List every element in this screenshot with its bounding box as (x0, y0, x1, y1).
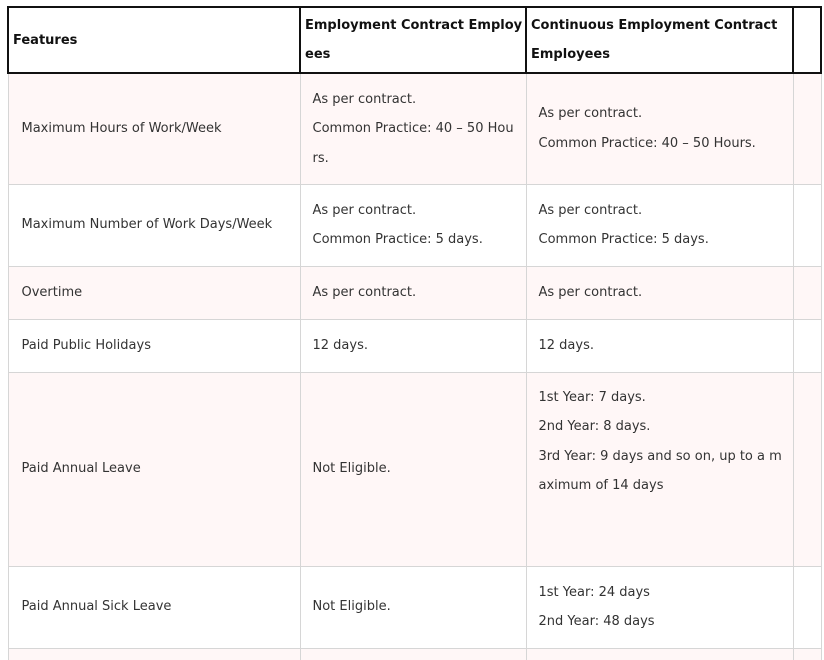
cell-line: As per contract. (312, 91, 417, 107)
header-continuous-employment-contract: Continuous Employment Contract Employees (526, 7, 793, 73)
extra-cell (793, 648, 821, 660)
extra-cell (793, 184, 821, 266)
continuous-cell (526, 73, 793, 184)
cell-line: 1st Year: 7 days. (538, 389, 646, 405)
extra-cell (793, 319, 821, 372)
table-row-partial (8, 648, 821, 660)
table-row (8, 372, 821, 566)
feature-cell: Paid Public Holidays (8, 319, 300, 372)
table-row (8, 319, 821, 372)
table-row (8, 266, 821, 319)
cell-line: Common Practice: 5 days. (312, 232, 483, 247)
contract-cell (300, 319, 526, 372)
contract-cell (300, 184, 526, 266)
header-row (8, 7, 821, 73)
cell-line: As per contract. (312, 284, 417, 300)
header-employment-contract: Employment Contract Employees (300, 7, 526, 73)
cell-line: Not Eligible. (312, 599, 391, 615)
contract-cell (300, 648, 526, 660)
cell-line: As per contract. (538, 284, 643, 300)
extra-cell (793, 372, 821, 566)
cell-line: Common Practice: 40 – 50 Hours. (312, 121, 514, 166)
extra-cell (793, 73, 821, 184)
contract-cell (300, 266, 526, 319)
feature-cell: Overtime (8, 266, 300, 319)
feature-cell (8, 648, 300, 660)
continuous-cell (526, 184, 793, 266)
cell-line: Common Practice: 5 days. (538, 232, 709, 247)
table-row (8, 73, 821, 184)
cell-line: 1st Year: 24 days (538, 584, 650, 600)
feature-cell: Paid Annual Sick Leave (8, 566, 300, 648)
extra-cell (793, 266, 821, 319)
continuous-cell (526, 266, 793, 319)
cell-line: As per contract. (312, 202, 417, 218)
cell-line: 12 days. (312, 337, 368, 353)
contract-cell (300, 566, 526, 648)
contract-cell (300, 73, 526, 184)
cell-line: Common Practice: 40 – 50 Hours. (538, 135, 756, 151)
cell-line: As per contract. (538, 106, 643, 122)
header-extra-column (793, 7, 821, 73)
continuous-cell (526, 648, 793, 660)
employment-comparison-table (7, 6, 822, 660)
contract-cell (300, 372, 526, 566)
cell-line: 2nd Year: 48 days (538, 614, 655, 629)
cell-line: As per contract. (538, 202, 643, 218)
cell-line: Not Eligible. (312, 461, 391, 477)
table-row (8, 566, 821, 648)
cell-line: 2nd Year: 8 days. (538, 419, 651, 434)
extra-cell (793, 566, 821, 648)
table-row (8, 184, 821, 266)
feature-cell: Maximum Hours of Work/Week (8, 73, 300, 184)
continuous-cell (526, 566, 793, 648)
feature-cell: Maximum Number of Work Days/Week (8, 184, 300, 266)
continuous-cell (526, 319, 793, 372)
header-features: Features (8, 7, 300, 73)
cell-line: 12 days. (538, 337, 594, 353)
cell-line: 3rd Year: 9 days and so on, up to a maximum of 14 days (538, 448, 782, 493)
feature-cell: Paid Annual Leave (8, 372, 300, 566)
continuous-cell (526, 372, 793, 566)
